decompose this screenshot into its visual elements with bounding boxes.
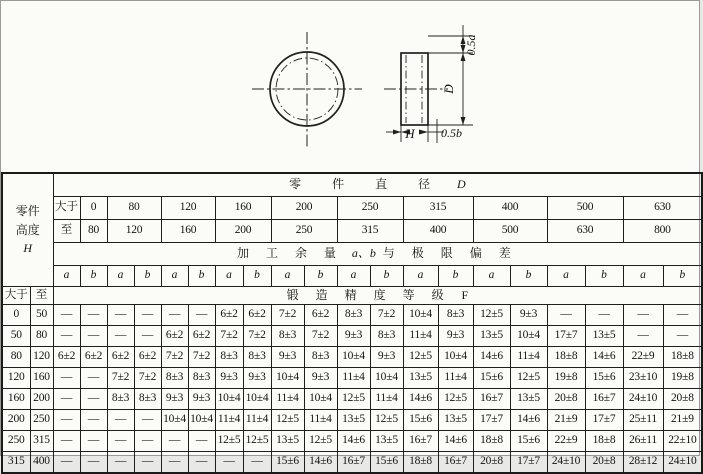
data-cell: 12±5: [243, 431, 271, 452]
ab-header-cell-b: b: [438, 266, 473, 287]
data-cell: 22±10: [663, 431, 702, 452]
data-cell: 12±5: [304, 431, 337, 452]
ab-header-cell-a: a: [215, 266, 243, 287]
body-over-header: 大于: [2, 287, 30, 305]
data-cell: 9±3: [188, 389, 215, 410]
data-cell: 6±2: [161, 326, 188, 347]
data-cell: 8±3: [370, 326, 403, 347]
corner-line-3: H: [23, 241, 33, 256]
data-cell: 14±6: [438, 431, 473, 452]
data-cell: 8±3: [271, 326, 304, 347]
data-cell: 23±10: [623, 368, 663, 389]
data-cell: 11±4: [243, 410, 271, 431]
data-cell: —: [161, 305, 188, 326]
data-cell: 7±2: [271, 305, 304, 326]
data-cell: —: [107, 410, 134, 431]
data-cell: 20±8: [663, 389, 702, 410]
data-cell: —: [53, 452, 80, 474]
data-row: [2, 326, 702, 347]
data-cell: 24±10: [623, 389, 663, 410]
data-cell: —: [80, 410, 107, 431]
data-cell: 18±8: [473, 431, 510, 452]
ab-header-cell-b: b: [243, 266, 271, 287]
data-cell: 13±5: [370, 431, 403, 452]
dia-over-cell: 315: [403, 197, 473, 220]
data-cell: 9±3: [337, 326, 370, 347]
allowance-suffix: 与 极 限 偏 差: [382, 246, 518, 261]
data-cell: —: [80, 431, 107, 452]
data-cell: —: [585, 305, 623, 326]
data-cell: 9±3: [438, 326, 473, 347]
data-cell: 11±4: [304, 410, 337, 431]
data-cell: 9±3: [510, 305, 547, 326]
ab-header-cell-a: a: [623, 266, 663, 287]
data-cell: 12±5: [370, 410, 403, 431]
ab-header-cell-b: b: [370, 266, 403, 287]
data-cell: 11±4: [337, 368, 370, 389]
row-to-cell: 400: [30, 452, 53, 474]
data-cell: 16±7: [403, 431, 438, 452]
data-cell: 10±4: [271, 368, 304, 389]
data-cell: 7±2: [370, 305, 403, 326]
ab-header-cell-b: b: [510, 266, 547, 287]
data-cell: 21±9: [547, 410, 585, 431]
data-cell: 12±5: [403, 347, 438, 368]
data-cell: —: [53, 389, 80, 410]
data-cell: 26±11: [623, 431, 663, 452]
row-to-cell: 120: [30, 347, 53, 368]
data-cell: 11±4: [403, 326, 438, 347]
dia-over-row-el: [2, 197, 702, 220]
corner-line-1: 零件: [15, 204, 40, 219]
data-cell: 12±5: [271, 410, 304, 431]
diameter-title-symbol: D: [457, 177, 466, 192]
dia-over-cell: 120: [161, 197, 215, 220]
data-cell: 15±6: [403, 410, 438, 431]
dia-over-cell: 400: [473, 197, 547, 220]
data-cell: —: [134, 305, 161, 326]
data-cell: 16±7: [473, 389, 510, 410]
data-cell: 8±3: [161, 368, 188, 389]
allowance-prefix: 加 工 余 量: [236, 246, 343, 261]
data-cell: —: [80, 305, 107, 326]
ab-header-cell-a: a: [403, 266, 438, 287]
data-cell: 13±5: [403, 368, 438, 389]
row-over-cell: 250: [2, 431, 30, 452]
part-side-view: [384, 53, 448, 125]
data-cell: —: [188, 431, 215, 452]
data-cell: 15±6: [585, 368, 623, 389]
data-cell: 8±3: [243, 347, 271, 368]
data-cell: —: [161, 431, 188, 452]
dia-to-cell: 200: [215, 220, 271, 243]
data-cell: 14±6: [585, 347, 623, 368]
data-cell: 13±5: [510, 389, 547, 410]
data-cell: —: [80, 368, 107, 389]
data-cell: 18±8: [663, 347, 702, 368]
row-over-cell: 120: [2, 368, 30, 389]
data-cell: —: [107, 431, 134, 452]
dia-over-cell: 0: [80, 197, 107, 220]
ab-header-cell-b: b: [585, 266, 623, 287]
data-row: [2, 389, 702, 410]
row-to-cell: 160: [30, 368, 53, 389]
allowance-title-row: [2, 243, 702, 266]
data-cell: 12±5: [337, 389, 370, 410]
data-cell: 10±4: [304, 389, 337, 410]
data-row: [2, 431, 702, 452]
data-cell: 12±5: [215, 431, 243, 452]
data-cell: 21±9: [663, 410, 702, 431]
diameter-title-row: [2, 173, 702, 197]
row-over-cell: 200: [2, 410, 30, 431]
data-cell: 11±4: [215, 410, 243, 431]
allowance-table: [1, 172, 703, 474]
data-cell: 22±9: [623, 347, 663, 368]
data-cell: 7±2: [161, 347, 188, 368]
ab-header-cell-a: a: [547, 266, 585, 287]
allowance-title-cell: [53, 243, 702, 266]
data-cell: —: [53, 368, 80, 389]
row-over-cell: 80: [2, 347, 30, 368]
row-to-cell: 80: [30, 326, 53, 347]
data-cell: 15±6: [510, 431, 547, 452]
data-cell: 12±5: [438, 389, 473, 410]
data-cell: 8±3: [304, 347, 337, 368]
data-cell: 14±6: [403, 389, 438, 410]
data-cell: 10±4: [403, 305, 438, 326]
ab-header-cell-b: b: [134, 266, 161, 287]
dim-half-a-label: 0.5a: [464, 34, 478, 56]
data-cell: —: [80, 452, 107, 474]
row-to-cell: 50: [30, 305, 53, 326]
ab-header-cell-a: a: [161, 266, 188, 287]
data-cell: 10±4: [337, 347, 370, 368]
data-cell: —: [53, 410, 80, 431]
row-over-cell: 0: [2, 305, 30, 326]
dia-to-cell: 630: [547, 220, 623, 243]
data-cell: 7±2: [304, 326, 337, 347]
data-cell: 13±5: [337, 410, 370, 431]
row-over-cell: 160: [2, 389, 30, 410]
dia-over-cell: 160: [215, 197, 271, 220]
ab-header-cell-a: a: [271, 266, 304, 287]
data-cell: 10±4: [215, 389, 243, 410]
grade-title-symbol: F: [461, 287, 469, 302]
data-cell: —: [107, 326, 134, 347]
dia-to-cell: 500: [473, 220, 547, 243]
allowance-symbols: a、b: [351, 246, 376, 261]
data-cell: 12±5: [510, 368, 547, 389]
data-cell: 17±7: [547, 326, 585, 347]
data-cell: 8±3: [438, 305, 473, 326]
data-cell: 20±8: [473, 452, 510, 474]
data-row: [2, 305, 702, 326]
data-cell: —: [134, 452, 161, 474]
data-cell: 6±2: [53, 347, 80, 368]
data-cell: —: [547, 305, 585, 326]
data-cell: —: [53, 326, 80, 347]
data-cell: 8±3: [107, 389, 134, 410]
data-cell: 14±6: [473, 347, 510, 368]
ab-header-cell-a: a: [337, 266, 370, 287]
data-cell: 14±6: [304, 452, 337, 474]
data-cell: 24±10: [663, 452, 702, 474]
data-cell: 19±8: [547, 368, 585, 389]
data-cell: 19±8: [663, 368, 702, 389]
row-over-cell: 315: [2, 452, 30, 474]
dim-half-b-label: 0.5b: [441, 126, 462, 140]
data-cell: 18±8: [585, 431, 623, 452]
row-to-cell: 250: [30, 410, 53, 431]
diameter-title-text: 零 件 直 径: [289, 177, 445, 192]
dia-over-cell: 250: [337, 197, 403, 220]
data-row: [2, 452, 702, 474]
data-cell: 6±2: [243, 305, 271, 326]
ab-header-cell-b: b: [304, 266, 337, 287]
corner-cell: [2, 173, 53, 287]
data-cell: 15±6: [271, 452, 304, 474]
ab-header-cell-a: a: [473, 266, 510, 287]
data-cell: 13±5: [585, 326, 623, 347]
data-cell: —: [134, 326, 161, 347]
dia-to-cell: 400: [403, 220, 473, 243]
drawing-lines: [252, 25, 473, 147]
dia-to-cell: 120: [107, 220, 161, 243]
data-cell: 28±12: [623, 452, 663, 474]
dia-to-label: 至: [53, 220, 80, 243]
data-cell: 6±2: [188, 326, 215, 347]
data-cell: 13±5: [271, 431, 304, 452]
data-cell: 15±6: [473, 368, 510, 389]
data-cell: 7±2: [134, 368, 161, 389]
data-cell: 9±3: [161, 389, 188, 410]
ab-header-cell-b: b: [80, 266, 107, 287]
data-cell: 10±4: [370, 368, 403, 389]
data-cell: —: [623, 305, 663, 326]
dia-to-cell: 800: [623, 220, 702, 243]
data-row: [2, 410, 702, 431]
body-to-header: 至: [30, 287, 53, 305]
grade-title-text: 锻 造 精 度 等 级: [286, 287, 451, 302]
part-drawing: [1, 1, 701, 172]
grade-title-cell: [53, 287, 702, 305]
data-cell: 14±6: [337, 431, 370, 452]
data-cell: 20±8: [585, 452, 623, 474]
dia-to-cell: 315: [337, 220, 403, 243]
data-cell: 6±2: [107, 347, 134, 368]
data-cell: 7±2: [188, 347, 215, 368]
dia-over-cell: 500: [547, 197, 623, 220]
data-cell: 13±5: [438, 410, 473, 431]
data-cell: 8±3: [134, 389, 161, 410]
data-cell: 10±4: [161, 410, 188, 431]
dia-over-cell: 200: [271, 197, 337, 220]
data-cell: —: [188, 452, 215, 474]
data-cell: —: [53, 431, 80, 452]
row-to-cell: 315: [30, 431, 53, 452]
dia-to-row-el: [2, 220, 702, 243]
data-cell: 24±10: [547, 452, 585, 474]
data-cell: 9±3: [215, 368, 243, 389]
dim-d-label: D: [441, 84, 456, 94]
dia-to-cell: 250: [271, 220, 337, 243]
data-cell: 9±3: [304, 368, 337, 389]
data-cell: —: [80, 326, 107, 347]
data-cell: 13±5: [473, 326, 510, 347]
data-cell: 7±2: [243, 326, 271, 347]
data-cell: 25±11: [623, 410, 663, 431]
data-cell: 6±2: [80, 347, 107, 368]
dia-over-cell: 80: [107, 197, 161, 220]
data-cell: —: [107, 305, 134, 326]
dia-over-label: 大于: [53, 197, 80, 220]
dia-to-cell: 80: [80, 220, 107, 243]
table-body: [2, 173, 702, 473]
data-cell: 10±4: [243, 389, 271, 410]
data-cell: 10±4: [438, 347, 473, 368]
data-cell: 9±3: [243, 368, 271, 389]
data-cell: 11±4: [271, 389, 304, 410]
data-cell: 9±3: [370, 347, 403, 368]
ab-header-cell-b: b: [188, 266, 215, 287]
data-cell: —: [663, 326, 702, 347]
grade-row: [2, 287, 702, 305]
data-cell: —: [134, 431, 161, 452]
diameter-title-cell: [53, 173, 702, 197]
data-cell: —: [134, 410, 161, 431]
data-cell: —: [623, 326, 663, 347]
data-cell: 6±2: [304, 305, 337, 326]
dim-h-label: H: [405, 126, 415, 141]
data-cell: —: [53, 305, 80, 326]
data-cell: 18±8: [403, 452, 438, 474]
row-over-cell: 50: [2, 326, 30, 347]
data-cell: 11±4: [370, 389, 403, 410]
data-cell: 11±4: [438, 368, 473, 389]
part-front-view: [252, 32, 362, 147]
corner-line-2: 高度: [15, 222, 40, 237]
data-cell: 16±7: [585, 389, 623, 410]
data-row: [2, 368, 702, 389]
data-cell: 8±3: [215, 347, 243, 368]
data-cell: 10±4: [188, 410, 215, 431]
ab-header-cell-a: a: [107, 266, 134, 287]
data-cell: 18±8: [547, 347, 585, 368]
data-cell: 14±6: [510, 410, 547, 431]
data-cell: 17±7: [585, 410, 623, 431]
data-cell: 15±6: [370, 452, 403, 474]
data-cell: —: [161, 452, 188, 474]
data-row: [2, 347, 702, 368]
data-cell: 11±4: [510, 347, 547, 368]
data-cell: 8±3: [188, 368, 215, 389]
data-cell: 17±7: [473, 410, 510, 431]
data-cell: —: [215, 452, 243, 474]
data-cell: —: [663, 305, 702, 326]
dia-to-cell: 160: [161, 220, 215, 243]
data-cell: 10±4: [510, 326, 547, 347]
data-cell: —: [107, 452, 134, 474]
data-cell: 20±8: [547, 389, 585, 410]
data-cell: 6±2: [215, 305, 243, 326]
data-cell: 7±2: [107, 368, 134, 389]
data-cell: 6±2: [134, 347, 161, 368]
ab-header-cell-a: a: [53, 266, 80, 287]
data-cell: —: [243, 452, 271, 474]
data-cell: 12±5: [473, 305, 510, 326]
data-cell: 17±7: [510, 452, 547, 474]
data-cell: 7±2: [215, 326, 243, 347]
data-cell: 22±9: [547, 431, 585, 452]
data-cell: —: [188, 305, 215, 326]
ab-header-cell-b: b: [663, 266, 702, 287]
data-cell: 16±7: [337, 452, 370, 474]
data-cell: 8±3: [337, 305, 370, 326]
dia-over-cell: 630: [623, 197, 702, 220]
row-to-cell: 200: [30, 389, 53, 410]
ab-header-row-el: [2, 266, 702, 287]
data-cell: 9±3: [271, 347, 304, 368]
data-cell: —: [80, 389, 107, 410]
data-cell: 16±7: [438, 452, 473, 474]
